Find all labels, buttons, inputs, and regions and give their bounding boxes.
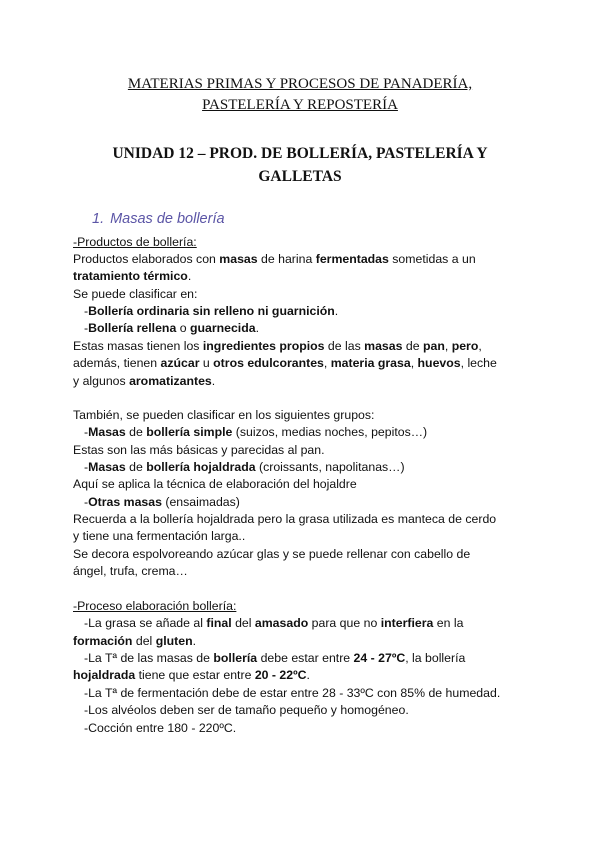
text-segment: Se puede clasificar en: <box>73 287 198 301</box>
text-segment: . <box>192 634 197 648</box>
text-line <box>73 475 357 493</box>
text-line <box>84 719 236 737</box>
text-segment: (suizos, medias noches, pepitos…) <box>232 425 428 439</box>
text-segment: y algunos <box>73 374 130 388</box>
text-line <box>84 423 427 441</box>
text-segment: - <box>84 460 89 474</box>
bold-text: otros edulcorantes <box>213 356 324 370</box>
text-line <box>73 406 374 424</box>
text-line <box>73 562 188 580</box>
text-segment: . <box>187 269 192 283</box>
bold-text: bollería simple <box>146 425 233 439</box>
text-segment: del <box>132 634 156 648</box>
bold-text: bollería <box>213 651 258 665</box>
bold-text: fermentadas <box>315 252 389 266</box>
text-segment: de harina <box>257 252 316 266</box>
bold-text: formación <box>73 634 133 648</box>
section-title: Masas de bollería <box>110 211 225 227</box>
text-line <box>73 597 236 615</box>
text-line <box>73 666 310 684</box>
bold-text: pero <box>451 339 479 353</box>
text-line <box>73 510 496 528</box>
text-segment: - <box>84 495 89 509</box>
unit-title-line-1: UNIDAD 12 – PROD. DE BOLLERÍA, PASTELERÍA Y <box>112 145 488 162</box>
bold-text: interfiera <box>380 616 434 630</box>
bold-text: 24 - 27ºC <box>353 651 406 665</box>
text-segment: - <box>84 321 89 335</box>
text-segment: -La Tª de las masas de <box>84 651 214 665</box>
text-segment: , la bollería <box>405 651 466 665</box>
text-segment: Se decora espolvoreando azúcar glas y se puede rellenar con cabello de <box>73 547 471 561</box>
text-line <box>84 684 500 702</box>
text-line <box>73 233 197 251</box>
text-segment: , <box>444 339 452 353</box>
text-segment: de <box>125 425 147 439</box>
text-line <box>73 285 197 303</box>
text-line <box>73 632 196 650</box>
text-segment: También, se pueden clasificar en los siguientes grupos: <box>73 408 375 422</box>
text-line <box>84 493 240 511</box>
text-segment: . <box>255 321 259 335</box>
text-line <box>73 527 245 545</box>
text-line <box>84 319 259 337</box>
text-segment: ángel, trufa, crema… <box>73 564 188 578</box>
text-segment: , <box>478 339 482 353</box>
text-segment: Estas masas tienen los <box>73 339 203 353</box>
bold-text: tratamiento térmico <box>73 269 188 283</box>
text-line <box>73 250 476 268</box>
bold-text: ingredientes propios <box>202 339 325 353</box>
text-segment: u <box>199 356 214 370</box>
text-line <box>73 337 482 355</box>
text-line <box>73 354 497 372</box>
text-line <box>84 302 338 320</box>
bold-text: hojaldrada <box>73 668 136 682</box>
text-line <box>84 614 463 632</box>
bold-text: masas <box>364 339 403 353</box>
text-segment: y tiene una fermentación larga.. <box>73 529 246 543</box>
section-number: 1. <box>92 211 105 227</box>
document-title-line-1: MATERIAS PRIMAS Y PROCESOS DE PANADERÍA, <box>127 76 473 92</box>
bold-text: amasado <box>254 616 309 630</box>
text-segment: del <box>231 616 255 630</box>
text-segment: , leche <box>460 356 497 370</box>
bold-text: bollería hojaldrada <box>146 460 256 474</box>
text-segment: de las <box>324 339 365 353</box>
bold-text: Bollería ordinaria sin relleno ni guarnición <box>88 304 335 318</box>
bold-text: 20 - 22ºC <box>254 668 307 682</box>
text-segment: Productos elaborados con <box>73 252 220 266</box>
text-line <box>73 545 470 563</box>
text-segment: -La Tª de fermentación debe de estar entre 28 - 33ºC con 85% de humedad. <box>84 686 501 700</box>
bold-text: materia grasa <box>330 356 411 370</box>
text-segment: o <box>176 321 190 335</box>
section-heading <box>92 211 225 227</box>
text-line <box>73 267 191 285</box>
text-segment: tiene que estar entre <box>135 668 255 682</box>
text-segment: de <box>125 460 147 474</box>
text-segment: Recuerda a la bollería hojaldrada pero la grasa utilizada es manteca de cerdo <box>73 512 497 526</box>
bold-text: huevos <box>417 356 461 370</box>
document-title-line-2: PASTELERÍA Y REPOSTERÍA <box>202 97 398 113</box>
bold-text: Otras masas <box>88 495 162 509</box>
unit-title-line-2: GALLETAS <box>258 168 342 185</box>
text-segment: , <box>323 356 331 370</box>
bold-text: azúcar <box>160 356 200 370</box>
text-segment: (croissants, napolitanas…) <box>255 460 405 474</box>
text-segment: (ensaimadas) <box>161 495 240 509</box>
text-segment: para que no <box>308 616 381 630</box>
bold-text: guarnecida <box>189 321 256 335</box>
bold-text: masas <box>219 252 258 266</box>
text-segment: . <box>306 668 310 682</box>
bold-text: aromatizantes <box>129 374 212 388</box>
text-segment: además, tienen <box>73 356 161 370</box>
bold-text: pan <box>422 339 445 353</box>
text-segment: en la <box>433 616 464 630</box>
text-line <box>84 649 465 667</box>
text-line <box>84 701 409 719</box>
text-segment: - <box>84 425 89 439</box>
text-segment: . <box>334 304 339 318</box>
bold-text: Masas <box>88 460 126 474</box>
bold-text: Masas <box>88 425 126 439</box>
text-segment: de <box>402 339 423 353</box>
text-segment: - <box>84 304 89 318</box>
text-line <box>73 372 215 390</box>
text-segment: . <box>211 374 216 388</box>
text-segment: -Cocción entre 180 - 220ºC. <box>84 721 237 735</box>
text-segment: Estas son las más básicas y parecidas al pan. <box>73 443 325 457</box>
bold-text: gluten <box>155 634 193 648</box>
underlined-subheading: -Proceso elaboración bollería: <box>73 599 237 613</box>
bold-text: final <box>206 616 232 630</box>
text-segment: -La grasa se añade al <box>84 616 207 630</box>
text-segment: debe estar entre <box>257 651 354 665</box>
text-segment: -Los alvéolos deben ser de tamaño pequeño y homogéneo. <box>84 703 409 717</box>
text-segment: Aquí se aplica la técnica de elaboración del hojaldre <box>73 477 357 491</box>
underlined-subheading: -Productos de bollería: <box>73 235 197 249</box>
text-segment: sometidas a un <box>388 252 476 266</box>
text-line <box>84 458 405 476</box>
text-segment: , <box>410 356 418 370</box>
text-line <box>73 441 325 459</box>
bold-text: Bollería rellena <box>88 321 177 335</box>
